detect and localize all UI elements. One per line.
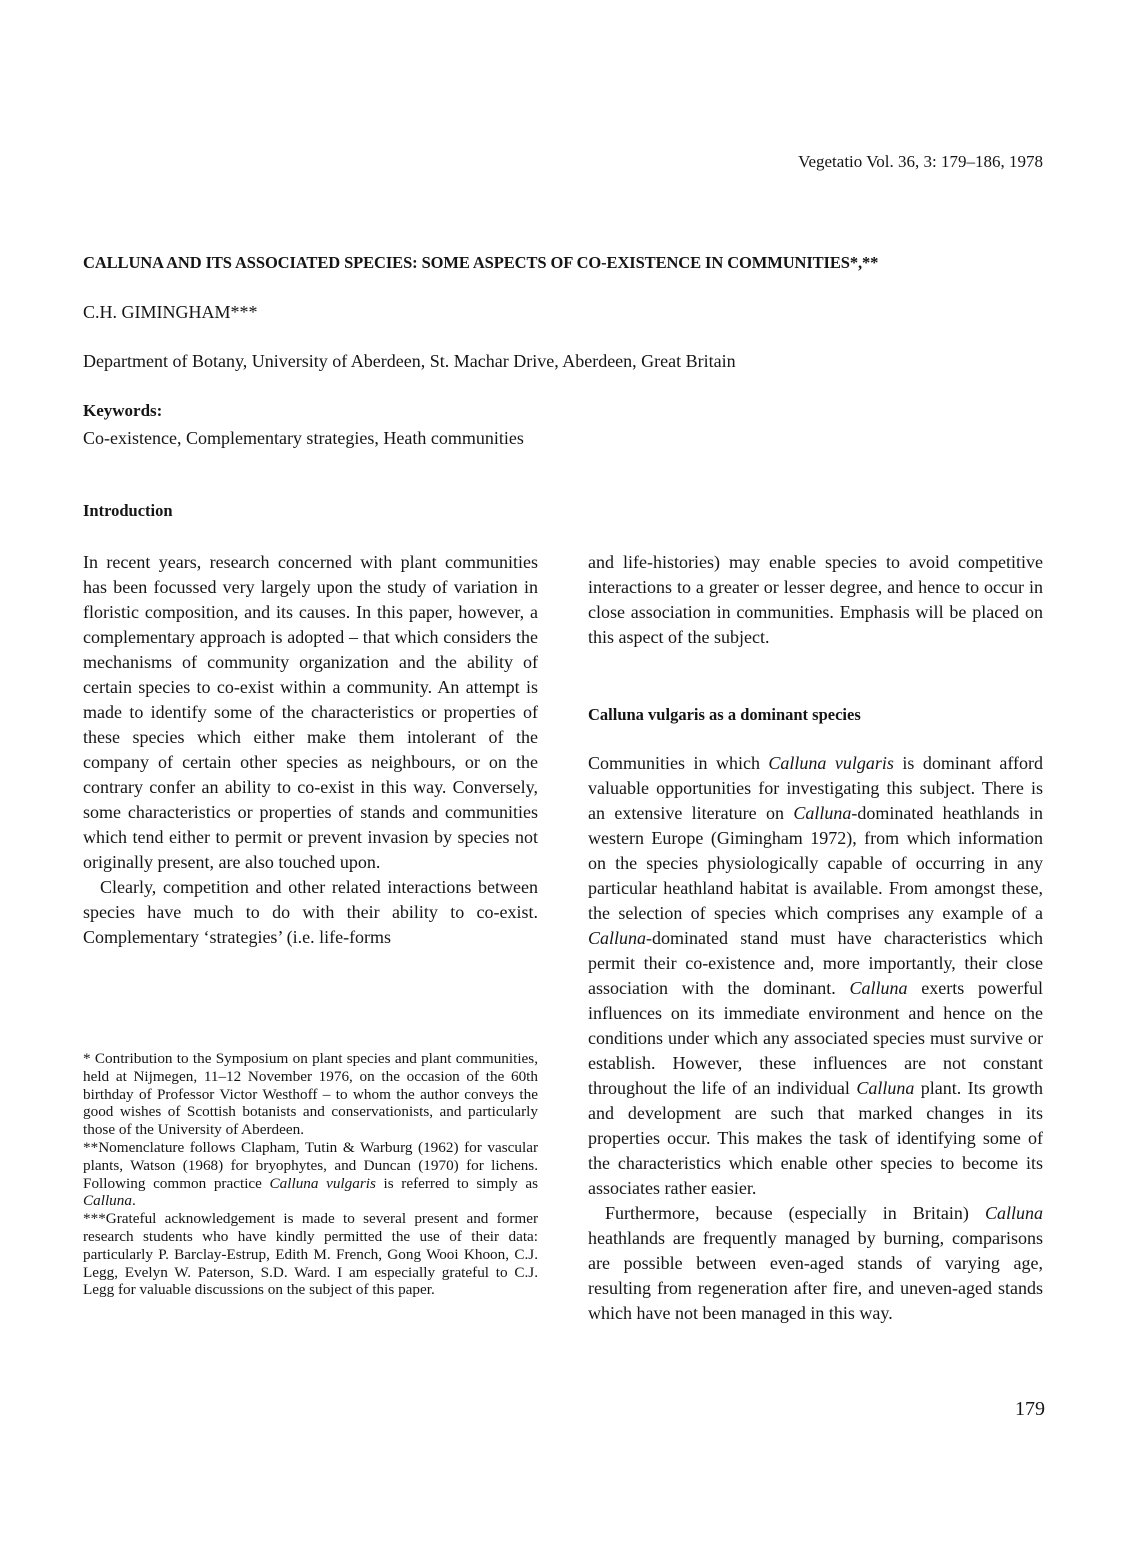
right-column xyxy=(588,550,1043,650)
footnote-1: * Contribution to the Symposium on plant species and plant communities, held at Nijmegen, 11–12 November 1976, on the occasion of the 60th birthday of Professor Victor Westhoff – to whom the author conveys the good wishes of Scottish botanists and conservationists, and particularly those of the University of Aberdeen. xyxy=(83,1050,538,1139)
keywords-list: Co-existence, Complementary strategies, Heath communities xyxy=(83,428,524,448)
author-name: C.H. GIMINGHAM*** xyxy=(83,302,258,322)
introduction-heading: Introduction xyxy=(83,501,173,520)
calluna-paragraph-2: Furthermore, because (especially in Britain) Calluna heathlands are frequently managed by burning, comparisons are possible between even-aged stands of varying age, resulting from regeneration after fire, and uneven-aged stands which have not been managed in this way. xyxy=(588,1203,1043,1323)
journal-reference: Vegetatio Vol. 36, 3: 179–186, 1978 xyxy=(798,152,1043,171)
intro-paragraph-1: In recent years, research concerned with plant communities has been focussed very largely upon the study of variation in floristic composition, and its causes. In this paper, however, a complementary approach is adopted – that which considers the mechanisms of community organization and the ability of certain species to co-exist within a community. An attempt is made to identify some of the characteristics or properties of these species which either make them intolerant of the company of certain other species as neighbours, or on the contrary confer an ability to co-exist in this way. Conversely, some characteristics or properties of stands and communities which tend either to permit or prevent invasion by species not originally present, are also touched upon. xyxy=(83,552,538,872)
page-number: 179 xyxy=(1015,1398,1045,1420)
footnote-2: **Nomenclature follows Clapham, Tutin & Warburg (1962) for vascular plants, Watson (1968) for bryophytes, and Duncan (1970) for lichens. Following common practice Calluna vulgaris is referred to simply as Calluna. xyxy=(83,1138,538,1210)
footnote-3: ***Grateful acknowledgement is made to several present and former research students who have kindly permitted the use of their data: particularly P. Barclay-Estrup, Edith M. French, Gong Wooi Khoon, C.J. Legg, Evelyn W. Paterson, S.D. Ward. I am especially grateful to C.J. Legg for valuable discussions on the subject of this paper. xyxy=(83,1210,538,1299)
author-affiliation: Department of Botany, University of Aberdeen, St. Machar Drive, Aberdeen, Great Britain xyxy=(83,351,736,371)
calluna-section-body xyxy=(588,751,1043,1326)
left-column xyxy=(83,550,538,950)
keywords-heading: Keywords: xyxy=(83,401,163,420)
intro-paragraph-2: Clearly, competition and other related interactions between species have much to do with their ability to co-exist. Complementary ‘strategies’ (i.e. life-forms xyxy=(83,877,538,947)
calluna-section-heading: Calluna vulgaris as a dominant species xyxy=(588,705,861,724)
article-title: CALLUNA AND ITS ASSOCIATED SPECIES: SOME ASPECTS OF CO-EXISTENCE IN COMMUNITIES*,** xyxy=(83,253,879,272)
calluna-paragraph-1: Communities in which Calluna vulgaris is dominant afford valuable opportunities for investigating this subject. There is an extensive literature on Calluna-dominated heathlands in western Europe (Gimingham 1972), from which information on the species physiologically capable of occurring in any particular heathland habitat is available. From amongst these, the selection of species which comprises any example of a Calluna-dominated stand must have characteristics which permit their co-existence and, more importantly, their close association with the dominant. Calluna exerts powerful influences on its immediate environment and hence on the conditions under which any associated species must survive or establish. However, these influences are not constant throughout the life of an individual Calluna plant. Its growth and development are such that marked changes in its properties occur. This makes the task of identifying some of the characteristics which enable other species to become its associates rather easier. xyxy=(588,753,1043,1198)
intro-paragraph-2-continued: and life-histories) may enable species to avoid competitive interactions to a greater or lesser degree, and hence to occur in close association in communities. Emphasis will be placed on this aspect of the subject. xyxy=(588,552,1043,647)
footnotes xyxy=(83,1050,538,1299)
